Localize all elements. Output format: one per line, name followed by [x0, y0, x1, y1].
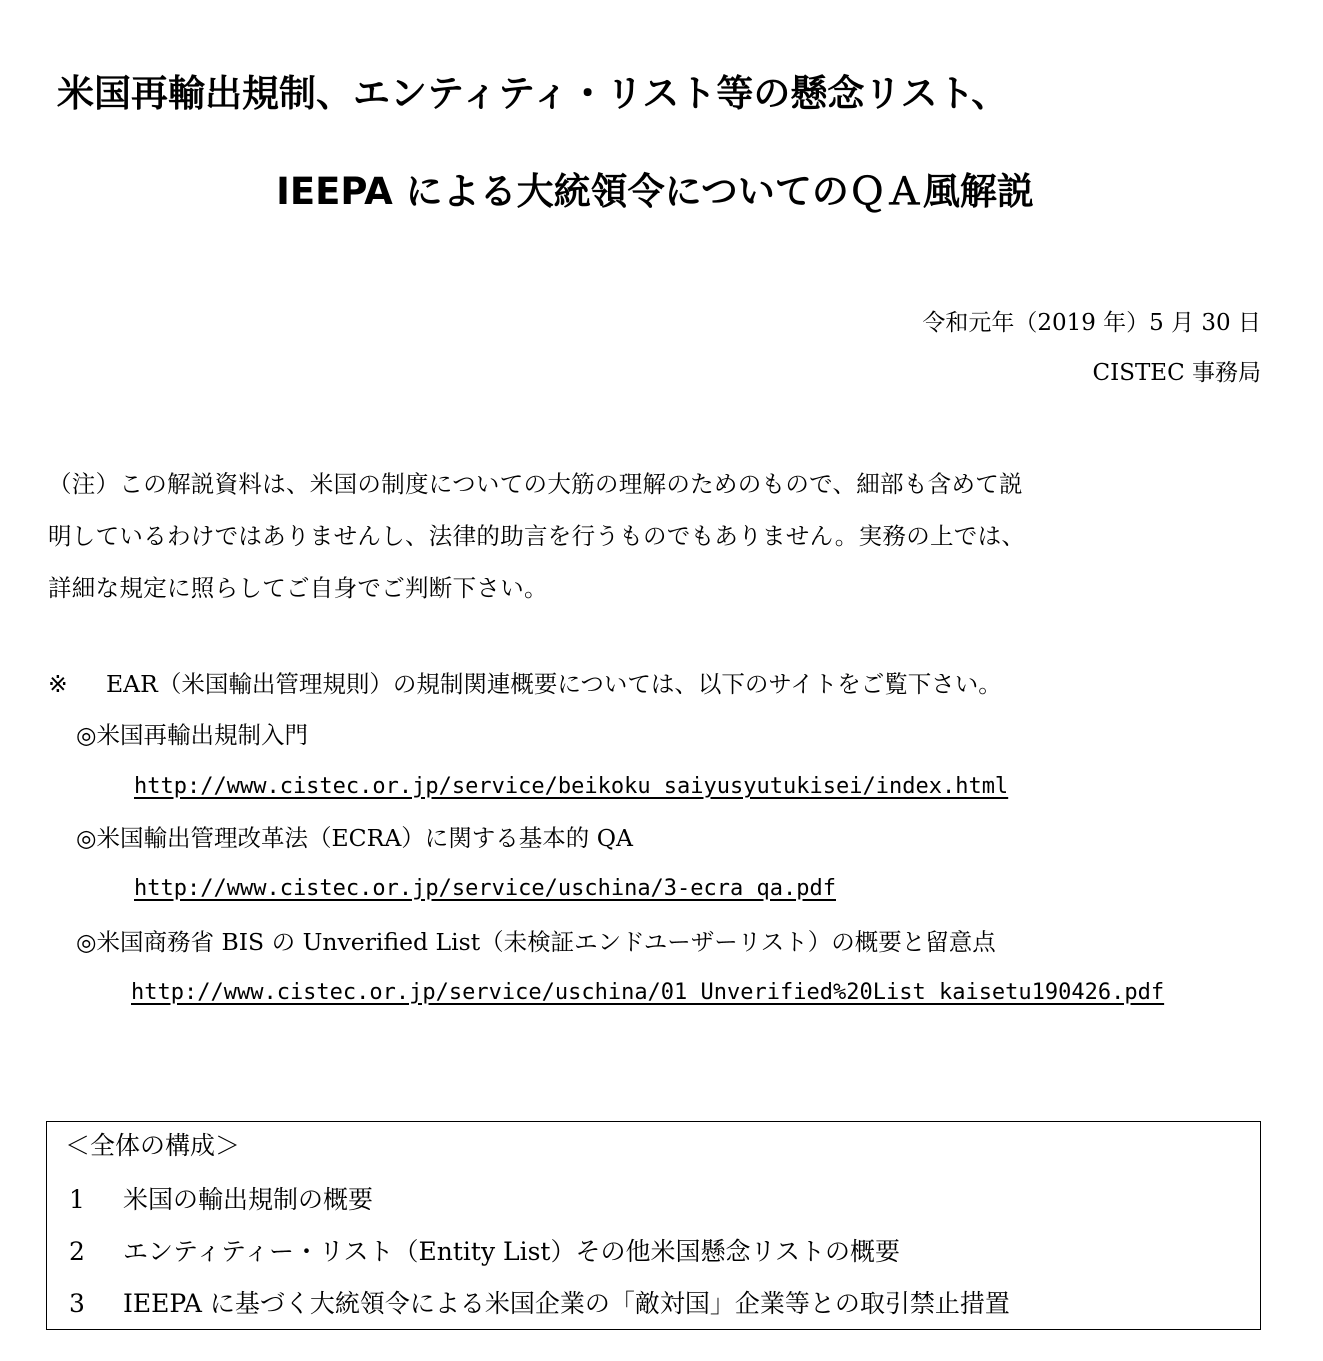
- references-intro: [48, 666, 1002, 702]
- reference-title-1: ◎米国再輸出規制入門: [76, 721, 309, 749]
- page-title-line-2: IEEPA による大統領令についてのＱＡ風解説: [276, 170, 1034, 213]
- page-title-line-1: 米国再輸出規制、エンティティ・リスト等の懸念リスト、: [57, 72, 1009, 115]
- reference-link-2[interactable]: http://www.cistec.or.jp/service/uschina/3-ecra_qa.pdf: [134, 876, 836, 901]
- reference-link-1[interactable]: http://www.cistec.or.jp/service/beikoku_saiyusyutukisei/index.html: [134, 774, 1009, 799]
- note-line: （注）この解説資料は、米国の制度についての大筋の理解のためのもので、細部も含めて説: [48, 470, 1023, 498]
- toc-heading: ＜全体の構成＞: [65, 1131, 241, 1160]
- toc-item-text: 米国の輸出規制の概要: [123, 1185, 374, 1214]
- reference-mark: ※: [48, 670, 68, 698]
- note-line: 詳細な規定に照らしてご自身でご判断下さい。: [48, 574, 548, 602]
- toc-item: [69, 1232, 900, 1272]
- toc-item-text: エンティティー・リスト（Entity List）その他米国懸念リストの概要: [123, 1237, 900, 1266]
- toc-item-text: IEEPA に基づく大統領令による米国企業の「敵対国」企業等との取引禁止措置: [123, 1289, 1010, 1318]
- document-date: 令和元年（2019 年）5 月 30 日: [922, 310, 1261, 336]
- toc-item: [69, 1284, 1010, 1324]
- reference-title-2: ◎米国輸出管理改革法（ECRA）に関する基本的 QA: [76, 824, 634, 852]
- reference-title-3: ◎米国商務省 BIS の Unverified List（未検証エンドユーザーリスト）の概要と留意点: [76, 928, 996, 956]
- toc-item-number: 3: [69, 1289, 85, 1318]
- toc-item-number: 1: [69, 1185, 85, 1214]
- reference-link-3[interactable]: http://www.cistec.or.jp/service/uschina/01_Unverified%20List_kaisetu190426.pdf: [131, 980, 1165, 1005]
- toc-item-number: 2: [69, 1237, 85, 1266]
- document-organization: CISTEC 事務局: [1092, 360, 1261, 386]
- note-line: 明しているわけではありませんし、法律的助言を行うものでもありません。実務の上では、: [48, 522, 1026, 550]
- disclaimer-note: [48, 458, 1272, 614]
- references-intro-text: EAR（米国輸出管理規則）の規制関連概要については、以下のサイトをご覧下さい。: [106, 670, 1002, 698]
- toc-item: [69, 1180, 373, 1220]
- table-of-contents: [46, 1121, 1261, 1330]
